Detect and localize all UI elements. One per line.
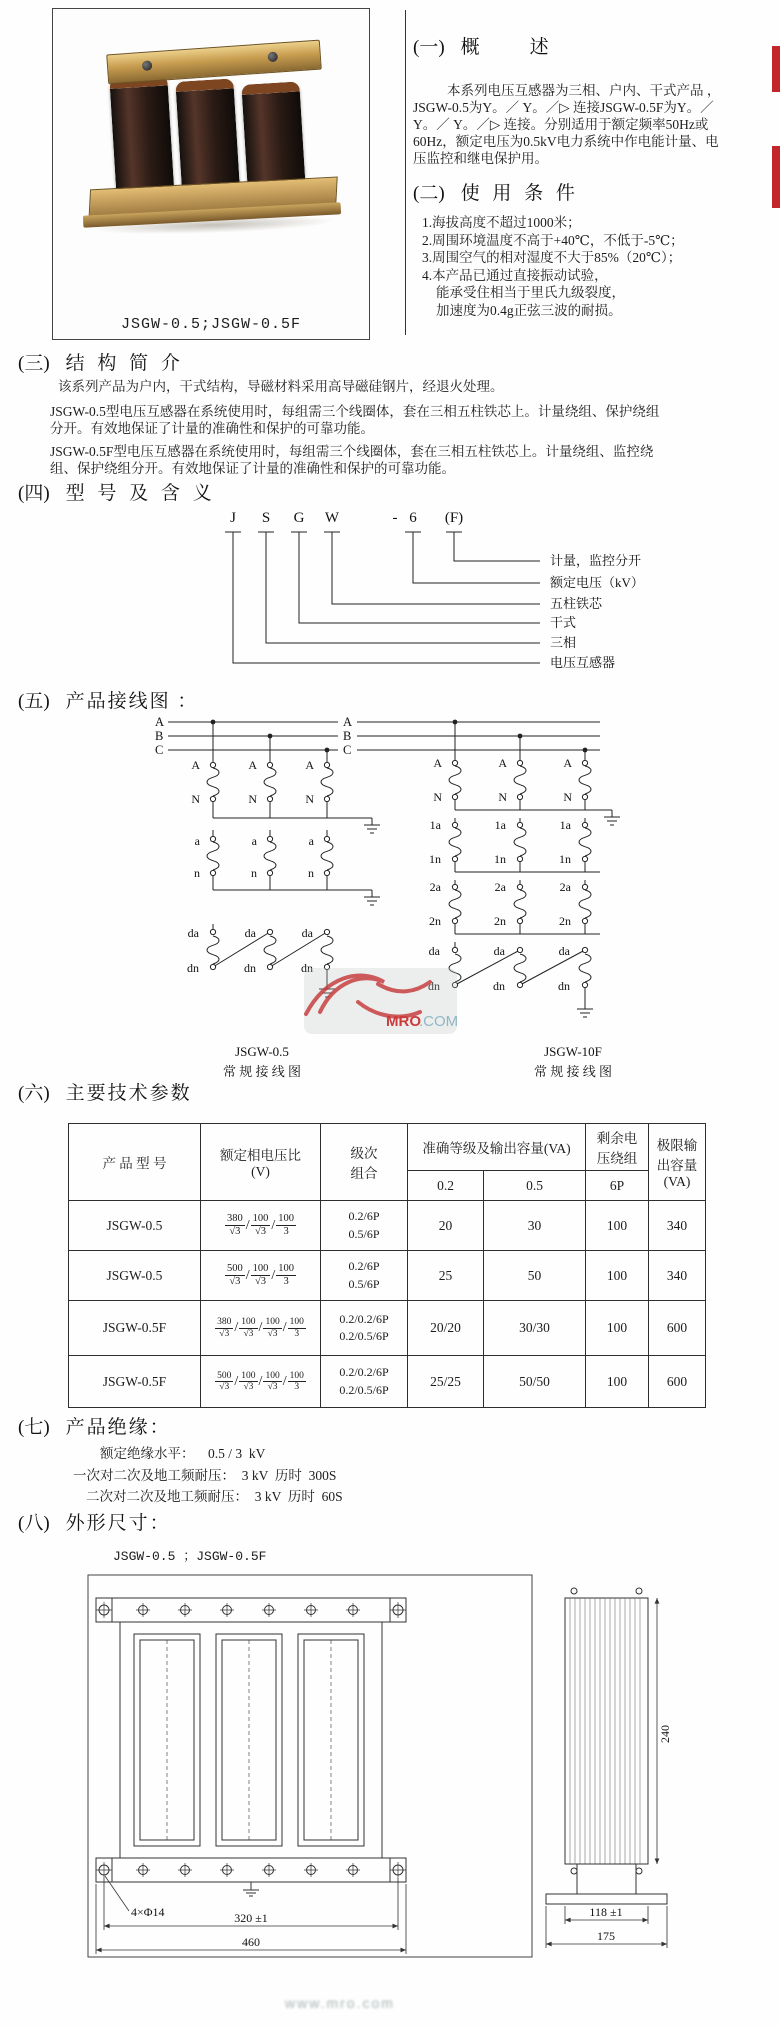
svg-text:da: da — [244, 926, 256, 940]
svg-text:A: A — [248, 758, 257, 772]
svg-text:计量，监控分开: 计量，监控分开 — [550, 553, 642, 568]
svg-text:N: N — [563, 790, 572, 804]
svg-text:A: A — [498, 756, 507, 770]
svg-text:a: a — [194, 834, 200, 848]
svg-text:dn: dn — [428, 979, 440, 993]
section-3-heading: (三) 结 构 简 介 — [18, 353, 184, 374]
svg-text:(F): (F) — [444, 510, 464, 526]
svg-text:1n: 1n — [559, 852, 571, 866]
bottom-watermark: www.mro.com — [285, 1995, 395, 2011]
svg-text:三相: 三相 — [550, 635, 577, 650]
col-header-model: 产 品 型 号 — [69, 1124, 201, 1201]
svg-text:-: - — [392, 510, 398, 526]
svg-text:JSGW-10F: JSGW-10F — [544, 1044, 602, 1059]
divider-line — [405, 10, 406, 335]
svg-text:2a: 2a — [494, 880, 506, 894]
structure-paragraphs: 该系列产品为户内，干式结构，导磁材料采用高导磁硅钢片，经退火处理。 JSGW-0.5型电压互感器在系统使用时，每组需三个线圈体，套在三相五柱铁芯上。计量绕组、保护绕组 分开。有效地保证了计量的准确性和保护的可靠功能。 JSGW-0.5F型电压互感器在系统使用时，每组需三个线圈体，套在三相五柱铁芯上。计量绕组、监控绕 组、保护绕组分开。有效地保证了计量的准确性和保护的可靠功能。 — [50, 379, 660, 476]
svg-text:2a: 2a — [559, 880, 571, 894]
svg-text:J: J — [230, 510, 236, 526]
drawing-frame — [88, 1575, 532, 1957]
svg-text:B: B — [155, 729, 164, 743]
list-item: 2.周围环境温度不高于+40℃，不低于-5℃； — [422, 232, 684, 248]
svg-text:dn: dn — [187, 961, 199, 975]
svg-text:A: A — [563, 756, 572, 770]
dim-holes-label: 4×Φ14 — [131, 1905, 165, 1919]
svg-text:da: da — [301, 926, 313, 940]
tech-parameters-table — [68, 1123, 706, 1408]
svg-text:2n: 2n — [494, 914, 506, 928]
col-header-ratio: 额定相电压比 (V) — [201, 1124, 321, 1201]
col-header-6p: 6P — [586, 1171, 649, 1201]
svg-text:dn: dn — [493, 979, 505, 993]
list-item: 1.海拔高度不超过1000米； — [422, 215, 581, 230]
dim-width-label: 460 — [242, 1935, 260, 1949]
svg-text:da: da — [187, 926, 199, 940]
svg-text:JSGW-0.5: JSGW-0.5 — [235, 1044, 289, 1059]
svg-text:A: A — [433, 756, 442, 770]
svg-text:1a: 1a — [429, 818, 441, 832]
section-8-heading: (八) 外形尺寸： — [18, 1513, 171, 1534]
list-item: 加速度为0.4g正弦三波的耐损。 — [436, 302, 622, 318]
product-photo — [52, 8, 370, 340]
watermark-logo — [298, 962, 463, 1040]
svg-text:电压互感器: 电压互感器 — [550, 655, 616, 670]
svg-text:N: N — [191, 792, 200, 806]
insulation-lines: 额定绝缘水平： 0.5 / 3 kV 一次对二次及地工频耐压： 3 kV 历时 300S 二次对二次及地工频耐压： 3 kV 历时 60S — [73, 1446, 343, 1504]
svg-text:常 规 接 线 图: 常 规 接 线 图 — [222, 1064, 302, 1079]
svg-text:da: da — [558, 944, 570, 958]
section-6-heading: (六) 主要技术参数 — [18, 1083, 192, 1104]
svg-text:2a: 2a — [429, 880, 441, 894]
svg-text:MRO: MRO — [386, 1013, 421, 1030]
list-item: 4.本产品已通过直接振动试验， — [422, 267, 608, 283]
model-code-diagram — [155, 500, 775, 700]
section-2-heading: (二) 使 用 条 件 — [413, 183, 579, 204]
svg-text:额定电压（kV）: 额定电压（kV） — [550, 575, 644, 590]
svg-text:N: N — [248, 792, 257, 806]
table-row: JSGW-0.5F $\frac{500}{√3}/$ $\frac{100}{√3}/$ $\frac{100}{√3}/$ $\frac{100}{3}$ 0.2/0.2/6P 0.2/0.5/6P 25/25 50/50 100 600 — [69, 1356, 706, 1408]
col-header-combo: 级次 组合 — [321, 1124, 408, 1201]
col-header-residual: 剩余电 压绕组 — [586, 1124, 649, 1171]
svg-text:C: C — [155, 743, 164, 757]
col-header-0.5: 0.5 — [484, 1171, 586, 1201]
svg-text:1n: 1n — [494, 852, 506, 866]
svg-text:n: n — [194, 866, 200, 880]
svg-text:n: n — [308, 866, 314, 880]
dim-base-label: 175 — [597, 1929, 615, 1943]
svg-text:A: A — [305, 758, 314, 772]
section-5-heading: (五) 产品接线图 ： — [18, 691, 199, 712]
transformer-photo-art — [73, 31, 349, 246]
red-marker — [772, 46, 780, 92]
svg-text:N: N — [498, 790, 507, 804]
svg-text:N: N — [305, 792, 314, 806]
dim-depth-label: 118 ±1 — [589, 1905, 623, 1919]
svg-text:C: C — [343, 743, 352, 757]
outline-drawing — [85, 1572, 700, 1982]
svg-text:1a: 1a — [559, 818, 571, 832]
svg-text:N: N — [433, 790, 442, 804]
svg-text:dn: dn — [558, 979, 570, 993]
photo-caption: JSGW-0.5;JSGW-0.5F — [120, 316, 302, 333]
svg-text:A: A — [191, 758, 200, 772]
dim-height-label: 240 — [658, 1725, 672, 1743]
table-row: JSGW-0.5F $\frac{380}{√3}/$ $\frac{100}{√3}/$ $\frac{100}{√3}/$ $\frac{100}{3}$ 0.2/0.2/6P 0.2/0.5/6P 20/20 30/30 100 600 — [69, 1301, 706, 1356]
table-row: JSGW-0.5 $\frac{500}{√3}/$ $\frac{100}{√3}/$ $\frac{100}{3}$ 0.2/6P 0.5/6P 25 50 100 340 — [69, 1251, 706, 1301]
svg-text:G: G — [293, 510, 305, 526]
svg-text:1a: 1a — [494, 818, 506, 832]
svg-text:da: da — [493, 944, 505, 958]
col-header-0.2: 0.2 — [408, 1171, 484, 1201]
svg-text:2n: 2n — [429, 914, 441, 928]
svg-text:五柱铁芯: 五柱铁芯 — [550, 596, 603, 611]
list-item: 3.周围空气的相对湿度不大于85%（20℃）； — [422, 250, 682, 265]
svg-text:常 规 接 线 图: 常 规 接 线 图 — [533, 1064, 613, 1079]
conditions-list — [422, 214, 774, 319]
table-row: JSGW-0.5 $\frac{380}{√3}/$ $\frac{100}{√3}/$ $\frac{100}{3}$ 0.2/6P 0.5/6P 20 30 100 340 — [69, 1201, 706, 1251]
svg-text:W: W — [324, 510, 340, 526]
overview-text: 本系列电压互感器为三相、户内、干式产品 ， JSGW-0.5为Y。／ Y。／▷ 连接JSGW-0.5F为Y。／ Y。／ Y。／▷ 连接。分别适用于额定频率50Hz或 60Hz，额定电压为0.5kV电力系统中作电能计量、电 压监控和继电保护用。 — [413, 83, 721, 166]
svg-text:1n: 1n — [429, 852, 441, 866]
svg-text:A: A — [155, 715, 165, 729]
drawing-model-label: JSGW-0.5 ；JSGW-0.5F — [113, 1549, 267, 1564]
svg-text:6: 6 — [409, 510, 417, 526]
section-4-heading: (四) 型 号 及 含 义 — [18, 483, 216, 504]
svg-text:B: B — [343, 729, 352, 743]
col-header-accuracy: 准确等级及输出容量(VA) — [408, 1124, 586, 1171]
svg-text:dn: dn — [244, 961, 256, 975]
section-7-heading: (七) 产品绝缘： — [18, 1417, 171, 1438]
svg-text:S: S — [261, 510, 271, 526]
dim-span-label: 320 ±1 — [234, 1911, 268, 1925]
red-marker — [772, 146, 780, 208]
svg-text:2n: 2n — [559, 914, 571, 928]
svg-text:干式: 干式 — [550, 615, 577, 630]
list-item: 能承受住相当于里氏九级裂度， — [436, 285, 625, 300]
svg-text:A: A — [343, 715, 353, 729]
svg-text:n: n — [251, 866, 257, 880]
svg-text:a: a — [251, 834, 257, 848]
col-header-limit: 极限输 出容量 (VA) — [649, 1124, 706, 1201]
svg-text:da: da — [428, 944, 440, 958]
svg-text:.COM: .COM — [419, 1013, 459, 1030]
svg-text:a: a — [308, 834, 314, 848]
section-1-heading: (一) 概 述 — [413, 37, 553, 58]
svg-text:dn: dn — [301, 961, 313, 975]
